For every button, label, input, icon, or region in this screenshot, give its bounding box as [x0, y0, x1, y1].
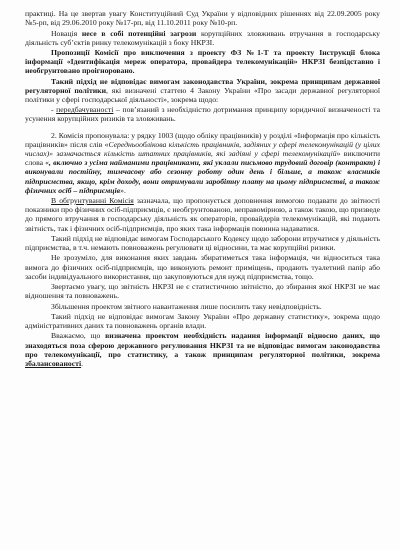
paragraph-not-statistical: Звертаємо увагу, що звітність НКРЗІ не є статистичною звітністю, до збирання якої НКРЗІ не має відношення та повноважень. — [25, 282, 380, 301]
paragraph-commission-proposals: Пропозиції Комісії про виключення з проекту ФЗ №1-Т та проекту Інструкції блока інформації «Ідентифікація мереж оператора, провайдера телекомунікацій» НКРЗІ безпідставно і необгрунтовано проігноровано. — [25, 48, 380, 76]
paragraph-approach-legislation: Такий підхід не відповідає вимогам законодавства України, зокрема принципам державної регуляторної політики, які визначені статтею 4 Закону України «Про засади державної регуляторної політики у сфері господарської діяльності», зокрема щодо: — [25, 76, 381, 104]
list-item-predictability: - передбачуваності – пов’язаний з необхідністю дотримання принципу юридичної визначеності та усунення корупційних ризиків та зловживань. — [25, 105, 380, 124]
paragraph-conclusion: Вважаємо, що визначена проектом необхідність надання інформації відносно даних, що знаходяться поза сферою державного регулювання НКРЗІ та не відповідає вимогам законодавства про телекомунікації, про статистику, а також принципам регуляторної політики, зокрема збалансованості. — [25, 331, 380, 368]
paragraph-proposal-2: 2. Комісія пропонувала: у рядку 1003 (щодо обліку працівників) у розділі «Інформація про кількість працівників» після слів «Середньооблікова кількість працівників, задіяних у сфері телекомунікацій (у цілих числах)» зазначається кількість штатних працівників, які задіяні у сфері телекомунікацій» виключити слова «, включно з усіма найманими працівниками, які уклали письмово трудовий договір (контракт) і виконували постійну, тимчасову або сезонну роботу один день і більше, а також власників підприємства, якщо, крім доходу, вони отримували заробітну плату на цьому підприємстві, а також фізичних осіб – підприємців». — [25, 130, 381, 195]
paragraph-commercial-code: Такий підхід не відповідає вимогам Господарського Кодексу щодо заборони втручатися у діяльність підприємства, в т.ч. немають повноважень регулювати ці відносини, та має корупційні ризики. — [25, 233, 380, 253]
paragraph-statistics-law: Такий підхід не відповідає вимогам Закону України «Про державну статистику», зокрема щодо адміністративних даних та повноважень органів влади. — [25, 311, 380, 331]
paragraph-reporting-burden: Збільшення проектом звітного навантаження лише посилить таку невідповідність. — [51, 301, 322, 311]
paragraph-justification: В обгрунтуванні Комісія зазначала, що пропонується доповнення вимогою подавати до звітності показники про фізичних осіб-підприємців, є необгрунтованою, неправомірною, а також такою, що призведе до прямого втручання в господарську діяльність як операторів, провайдерів телекомунікацій, які подають звітність, так і фізичних осіб-підприємців, про яких така інформація повинна надаватися. — [25, 196, 380, 233]
paragraph-constitutional-court: практиці. На це звертав увагу Конституційний Суд України у відповідних рішеннях від 22.09.2005 року №5-рп, від 29.06.2010 року №17-рп, від 11.10.2011 року №10-рп. — [25, 9, 380, 28]
paragraph-novation: Новація несе в собі потенційні загрози корупційних зловживань втручання в господарську діяльність суб’єктів ринку телекомунікацій з боку НКРЗІ. — [25, 28, 380, 47]
document-body — [25, 9, 380, 369]
paragraph-unclear-purpose: Не зрозуміло, для виконання яких завдань збиратиметься така інформація, чи відноситься така вимога до фізичних осіб-підприємців, що виконують ремонт приміщень, продають туалетний папір або засоби індивідуального використання, що закуповуються для нужд підприємства, тощо. — [25, 253, 380, 281]
